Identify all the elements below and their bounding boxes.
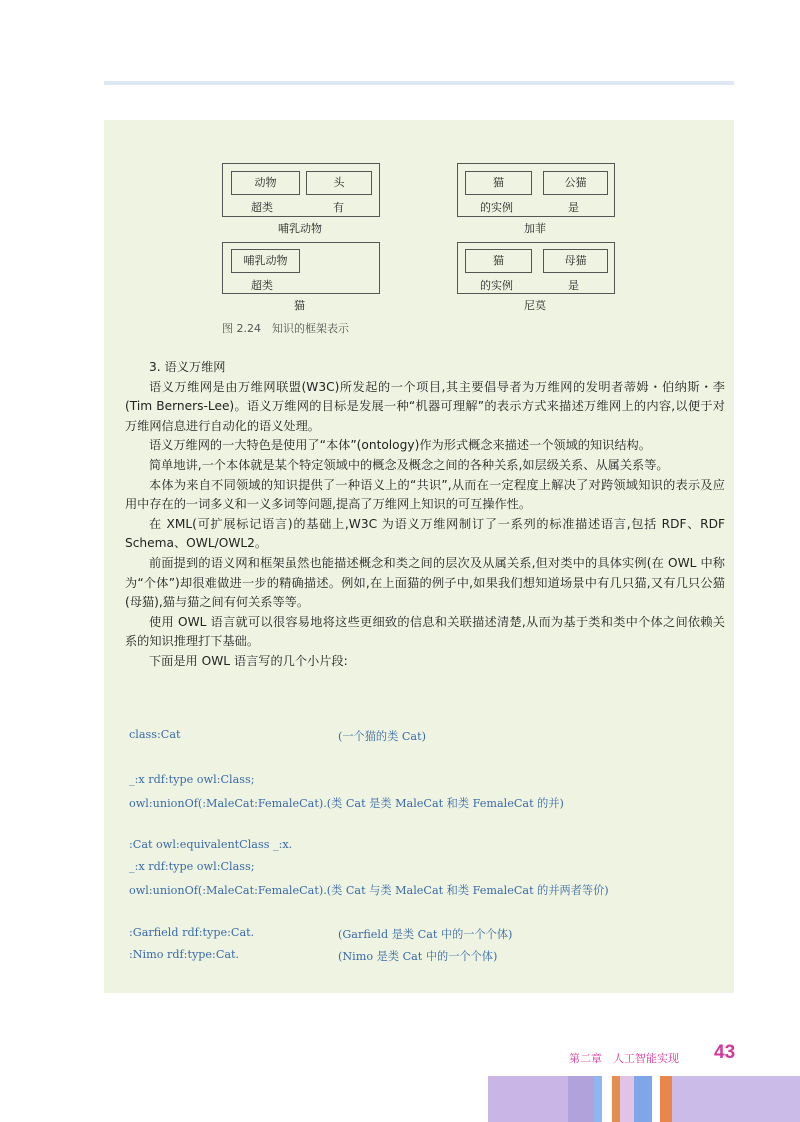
color-bar: [594, 1076, 602, 1122]
frame-garfield-name: 加菲: [524, 222, 546, 235]
frame-cat-slot1-value: 哺乳动物: [231, 249, 300, 273]
page-number: 43: [714, 1042, 736, 1063]
code-line: _:x rdf:type owl:Class;: [129, 773, 255, 786]
top-rule: [104, 81, 734, 85]
paragraph: 语义万维网的一大特色是使用了“本体”(ontology)作为形式概念来描述一个领域的知识结构。: [149, 438, 651, 453]
frame-nimo-slot2-label: 是: [568, 279, 579, 292]
paragraph: 前面提到的语义网和框架虽然也能描述概念和类之间的层次及从属关系,但对类中的具体实例(在 OWL 中称为“个体”)却很难做进一步的精确描述。例如,在上面猫的例子中,如果我们想知道场景中有几只猫,又有几只公猫(母猫),猫与猫之间有何关系等等。: [125, 555, 725, 610]
paragraph: 本体为来自不同领域的知识提供了一种语义上的“共识”,从而在一定程度上解决了对跨领域知识的表示及应用中存在的一词多义和一义多词等问题,提高了万维网上知识的可互操作性。: [125, 477, 725, 512]
chapter-title: 第二章 人工智能实现: [569, 1052, 679, 1065]
code-comment: (一个猫的类 Cat): [338, 730, 426, 743]
paragraph: 在 XML(可扩展标记语言)的基础上,W3C 为语义万维网制订了一系列的标准描述语言,包括 RDF、RDF Schema、OWL/OWL2。: [125, 516, 725, 551]
decorative-color-bars: [0, 1076, 800, 1122]
paragraph: 语义万维网是由万维网联盟(W3C)所发起的一个项目,其主要倡导者为万维网的发明者蒂姆・伯纳斯・李(Tim Berners-Lee)。语义万维网的目标是发展一种“机器可理解”的表示方式来描述万维网上的内容,以便于对万维网信息进行自动化的语义处理。: [125, 379, 725, 433]
frame-cat-slot1-label: 超类: [251, 279, 273, 292]
frame-garfield-slot1-value: 猫: [465, 171, 532, 195]
code-comment: (Nimo 是类 Cat 中的一个个体): [338, 950, 498, 963]
frame-garfield-slot1-label: 的实例: [480, 201, 513, 214]
code-line: class:Cat: [129, 728, 181, 741]
code-line: :Garfield rdf:type:Cat.: [129, 926, 255, 939]
color-bar: [634, 1076, 652, 1122]
body-text: [125, 358, 725, 672]
color-bar: [672, 1076, 800, 1122]
color-bar: [612, 1076, 620, 1122]
frame-nimo-slot1-value: 猫: [465, 249, 532, 273]
frame-nimo-slot2-value: 母猫: [543, 249, 608, 273]
color-bar: [488, 1076, 568, 1122]
color-bar: [652, 1076, 660, 1122]
code-line: _:x rdf:type owl:Class;: [129, 860, 255, 873]
color-bar: [602, 1076, 612, 1122]
code-comment: (Garfield 是类 Cat 中的一个个体): [338, 928, 513, 941]
paragraph: 简单地讲,一个本体就是某个特定领域中的概念及概念之间的各种关系,如层级关系、从属关系等。: [149, 457, 669, 472]
frame-mammal-name: 哺乳动物: [278, 222, 322, 235]
code-line: owl:unionOf(:MaleCat:FemaleCat).(类 Cat 是类 MaleCat 和类 FemaleCat 的并): [129, 797, 564, 810]
frame-mammal-slot2-value: 头: [306, 171, 372, 195]
figure-caption: 图 2.24 知识的框架表示: [222, 322, 349, 335]
frame-mammal-slot2-label: 有: [333, 201, 344, 214]
paragraph: 使用 OWL 语言就可以很容易地将这些更细致的信息和关联描述清楚,从而为基于类和类中个体之间依赖关系的知识推理打下基础。: [125, 614, 725, 649]
frame-mammal-slot1-value: 动物: [231, 171, 300, 195]
frame-mammal-slot1-label: 超类: [251, 201, 273, 214]
color-bar: [660, 1076, 672, 1122]
frame-nimo-name: 尼莫: [524, 299, 546, 312]
code-line: :Nimo rdf:type:Cat.: [129, 948, 240, 961]
frame-garfield-slot2-value: 公猫: [543, 171, 608, 195]
frame-garfield-slot2-label: 是: [568, 201, 579, 214]
section-heading: 3. 语义万维网: [149, 360, 226, 374]
frame-nimo-slot1-label: 的实例: [480, 279, 513, 292]
color-bar: [620, 1076, 634, 1122]
frame-cat-name: 猫: [294, 299, 305, 312]
code-line: :Cat owl:equivalentClass _:x.: [129, 838, 293, 851]
paragraph: 下面是用 OWL 语言写的几个小片段:: [149, 653, 348, 668]
code-line: owl:unionOf(:MaleCat:FemaleCat).(类 Cat 与类 MaleCat 和类 FemaleCat 的并两者等价): [129, 884, 609, 897]
color-bar: [568, 1076, 594, 1122]
